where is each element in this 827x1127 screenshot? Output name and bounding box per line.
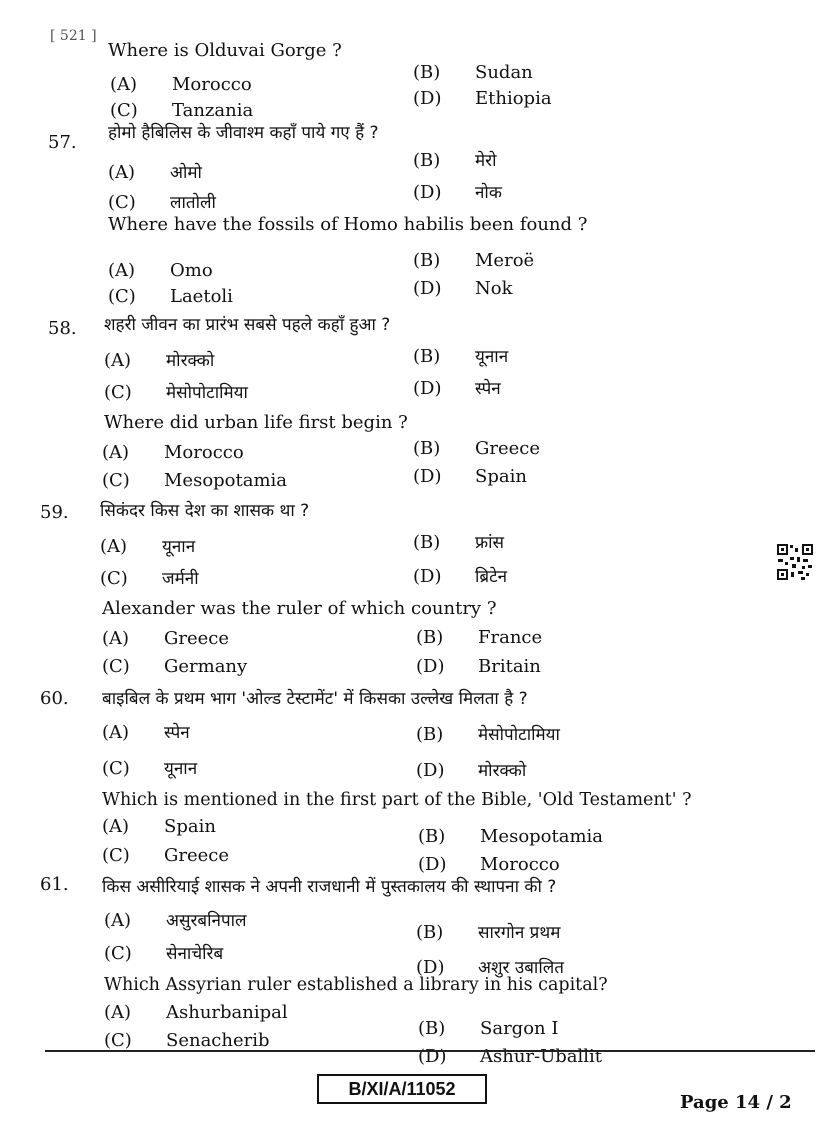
paper-code: B/XI/A/11052 — [317, 1074, 487, 1104]
q57-option-d: (D) Nok — [413, 278, 513, 299]
q57-option-a: (A) Omo — [108, 260, 213, 281]
q61-option-d: (D) Ashur-Uballit — [418, 1046, 603, 1067]
q57-hindi-option-a: (A) ओमो — [108, 162, 202, 183]
question-58-number: 58. — [48, 318, 77, 339]
q57-option-b: (B) Meroë — [413, 250, 535, 271]
q59-hindi-option-b: (B) फ्रांस — [413, 532, 505, 553]
q61-option-c: (C) Senacherib — [104, 1030, 270, 1051]
q60-option-b: (B) Mesopotamia — [418, 826, 604, 847]
q59-hindi-option-a: (A) यूनान — [100, 536, 196, 557]
q57-hindi-option-b: (B) मेरो — [413, 150, 497, 171]
question-56-english-text: Where is Olduvai Gorge ? — [108, 40, 342, 61]
q61-option-a: (A) Ashurbanipal — [104, 1002, 288, 1023]
q58-option-c: (C) Mesopotamia — [102, 470, 288, 491]
q60-hindi-option-c: (C) यूनान — [102, 758, 198, 779]
question-60-english-text: Which is mentioned in the first part of the Bible, 'Old Testament' ? — [102, 790, 692, 810]
qr-code-icon — [776, 543, 814, 581]
q61-hindi-option-d: (D) अशुर उबालित — [416, 957, 564, 978]
q61-hindi-option-a: (A) असुरबनिपाल — [104, 910, 247, 931]
q58-hindi-option-b: (B) यूनान — [413, 346, 509, 367]
q61-option-b: (B) Sargon I — [418, 1018, 559, 1039]
question-60-hindi-text: बाइबिल के प्रथम भाग 'ओल्ड टेस्टामेंट' में किसका उल्लेख मिलता है ? — [102, 689, 528, 709]
question-58-hindi-text: शहरी जीवन का प्रारंभ सबसे पहले कहाँ हुआ ? — [104, 315, 391, 335]
q56-option-d: (D) Ethiopia — [413, 88, 552, 109]
q57-hindi-option-c: (C) लातोली — [108, 192, 216, 213]
q56-option-a: (A) Morocco — [110, 74, 252, 95]
q60-hindi-option-b: (B) मेसोपोटामिया — [416, 724, 560, 745]
q58-option-a: (A) Morocco — [102, 442, 244, 463]
q60-hindi-option-d: (D) मोरक्को — [416, 760, 527, 781]
q56-option-c: (C) Tanzania — [110, 100, 254, 121]
q58-hindi-option-c: (C) मेसोपोटामिया — [104, 382, 248, 403]
q61-hindi-option-c: (C) सेनाचेरिब — [104, 943, 224, 964]
q59-option-b: (B) France — [416, 627, 543, 648]
q58-option-d: (D) Spain — [413, 466, 527, 487]
q59-option-d: (D) Britain — [416, 656, 541, 677]
question-59-number: 59. — [40, 502, 69, 523]
q58-hindi-option-a: (A) मोरक्को — [104, 350, 215, 371]
question-57-number: 57. — [48, 132, 77, 153]
question-57-hindi-text: होमो हैबिलिस के जीवाश्म कहाँ पाये गए हैं ? — [108, 123, 379, 143]
footer-divider — [45, 1050, 815, 1052]
question-61-number: 61. — [40, 874, 69, 895]
q57-hindi-option-d: (D) नोक — [413, 182, 502, 203]
question-58-english-text: Where did urban life first begin ? — [104, 412, 408, 433]
q59-hindi-option-d: (D) ब्रिटेन — [413, 566, 508, 587]
q60-option-c: (C) Greece — [102, 845, 230, 866]
question-57-english-text: Where have the fossils of Homo habilis been found ? — [108, 214, 588, 235]
q59-option-a: (A) Greece — [102, 628, 230, 649]
q60-hindi-option-a: (A) स्पेन — [102, 722, 190, 743]
q59-option-c: (C) Germany — [102, 656, 248, 677]
page-number: Page 14 / 2 — [680, 1092, 792, 1113]
q57-option-c: (C) Laetoli — [108, 286, 233, 307]
question-59-hindi-text: सिकंदर किस देश का शासक था ? — [100, 501, 310, 521]
q56-option-b: (B) Sudan — [413, 62, 533, 83]
question-60-number: 60. — [40, 688, 69, 709]
question-59-english-text: Alexander was the ruler of which country ? — [102, 598, 497, 619]
q60-option-d: (D) Morocco — [418, 854, 560, 875]
q59-hindi-option-c: (C) जर्मनी — [100, 568, 199, 589]
q58-option-b: (B) Greece — [413, 438, 541, 459]
question-61-hindi-text: किस असीरियाई शासक ने अपनी राजधानी में पुस्तकालय की स्थापना की ? — [102, 877, 557, 897]
q58-hindi-option-d: (D) स्पेन — [413, 378, 501, 399]
q60-option-a: (A) Spain — [102, 816, 216, 837]
q61-hindi-option-b: (B) सारगोन प्रथम — [416, 922, 561, 943]
question-61-english-text: Which Assyrian ruler established a library in his capital? — [104, 975, 608, 995]
top-page-marker: [ 521 ] — [50, 28, 97, 44]
